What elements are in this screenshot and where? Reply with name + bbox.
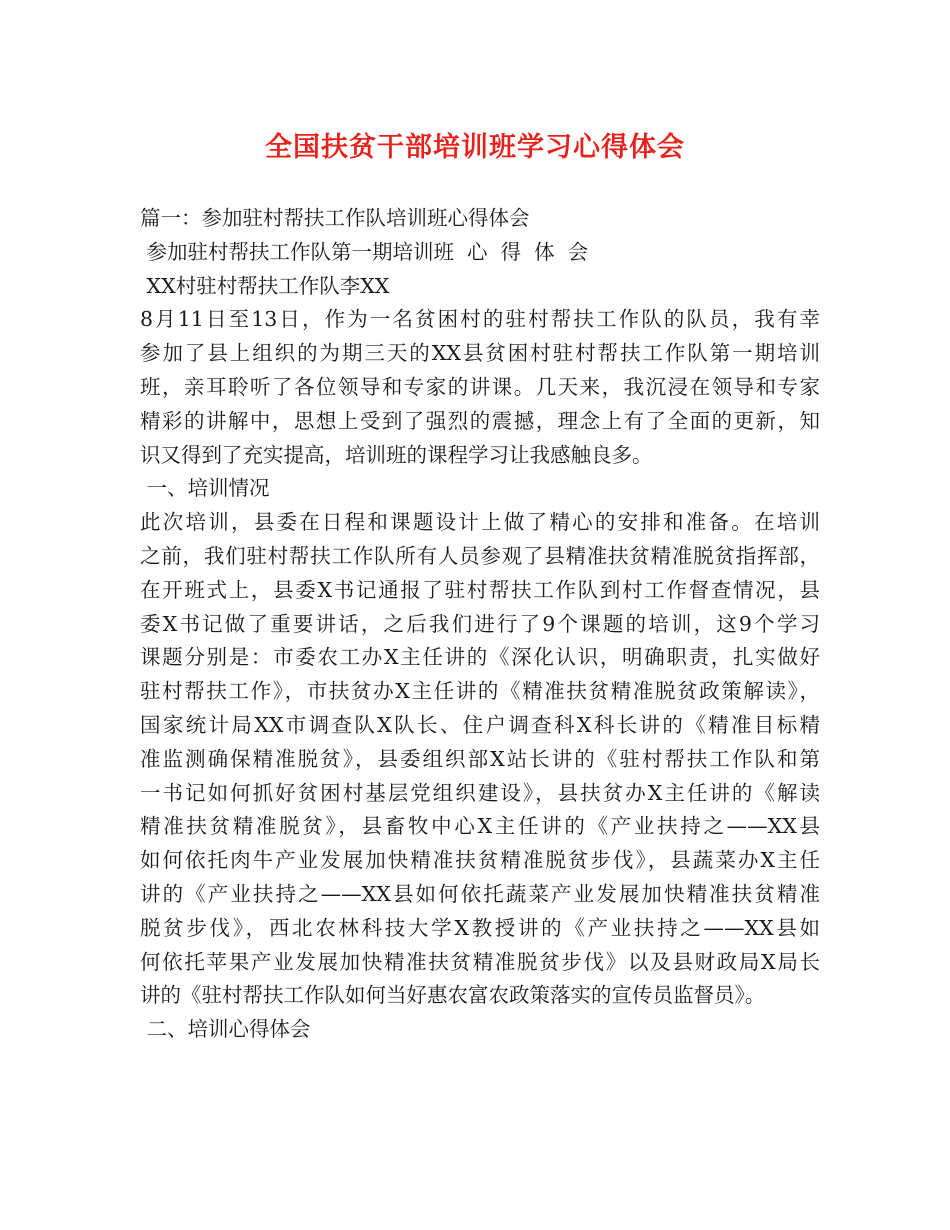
body-line: 一、培训情况 — [140, 476, 270, 501]
body-line: 参加驻村帮扶工作队第一期培训班 心 得 体 会 — [140, 239, 589, 264]
body-line: 二、培训心得体会 — [140, 1017, 311, 1042]
body-line: 8月11日至13日，作为一名贫困村的驻村帮扶工作队的队员，我有幸 — [140, 307, 820, 332]
body-line: 识又得到了充实提高，培训班的课程学习让我感触良多。 — [140, 442, 653, 467]
body-line: 准监测确保精准脱贫》，县委组织部X站长讲的《驻村帮扶工作队和第 — [140, 746, 820, 771]
document-title: 全国扶贫干部培训班学习心得体会 — [265, 132, 685, 163]
body-line: 如何依托肉牛产业发展加快精准扶贫精准脱贫步伐》，县蔬菜办X主任 — [140, 848, 820, 873]
body-line: 课题分别是：市委农工办X主任讲的《深化认识，明确职责，扎实做好 — [140, 645, 820, 670]
body-line: 精准扶贫精准脱贫》，县畜牧中心X主任讲的《产业扶持之——XX县 — [140, 814, 820, 839]
body-line: XX村驻村帮扶工作队李XX — [140, 273, 390, 298]
document-body — [140, 202, 820, 1047]
body-line: 委X书记做了重要讲话，之后我们进行了9个课题的培训，这9个学习 — [140, 611, 820, 636]
body-line: 此次培训，县委在日程和课题设计上做了精心的安排和准备。在培训 — [140, 510, 820, 535]
body-line: 精彩的讲解中，思想上受到了强烈的震撼，理念上有了全面的更新，知 — [140, 408, 820, 433]
body-line: 何依托苹果产业发展加快精准扶贫精准脱贫步伐》以及县财政局X局长 — [140, 949, 820, 974]
body-line: 在开班式上，县委X书记通报了驻村帮扶工作队到村工作督查情况，县 — [140, 577, 820, 602]
body-line: 讲的《产业扶持之——XX县如何依托蔬菜产业发展加快精准扶贫精准 — [140, 881, 820, 906]
body-line: 脱贫步伐》，西北农林科技大学X教授讲的《产业扶持之——XX县如 — [140, 915, 820, 940]
body-line: 参加了县上组织的为期三天的XX县贫困村驻村帮扶工作队第一期培训 — [140, 341, 820, 366]
body-line: 讲的《驻村帮扶工作队如何当好惠农富农政策落实的宣传员监督员》。 — [140, 983, 766, 1008]
body-line: 篇一：参加驻村帮扶工作队培训班心得体会 — [140, 206, 530, 230]
body-line: 一书记如何抓好贫困村基层党组织建设》，县扶贫办X主任讲的《解读 — [140, 780, 820, 805]
body-line: 驻村帮扶工作》，市扶贫办X主任讲的《精准扶贫精准脱贫政策解读》， — [140, 679, 820, 704]
body-line: 之前，我们驻村帮扶工作队所有人员参观了县精准扶贫精准脱贫指挥部， — [140, 543, 820, 568]
body-line: 班，亲耳聆听了各位领导和专家的讲课。几天来，我沉浸在领导和专家 — [140, 374, 820, 399]
body-line: 国家统计局XX市调查队X队长、住户调查科X科长讲的《精准目标精 — [140, 712, 820, 737]
